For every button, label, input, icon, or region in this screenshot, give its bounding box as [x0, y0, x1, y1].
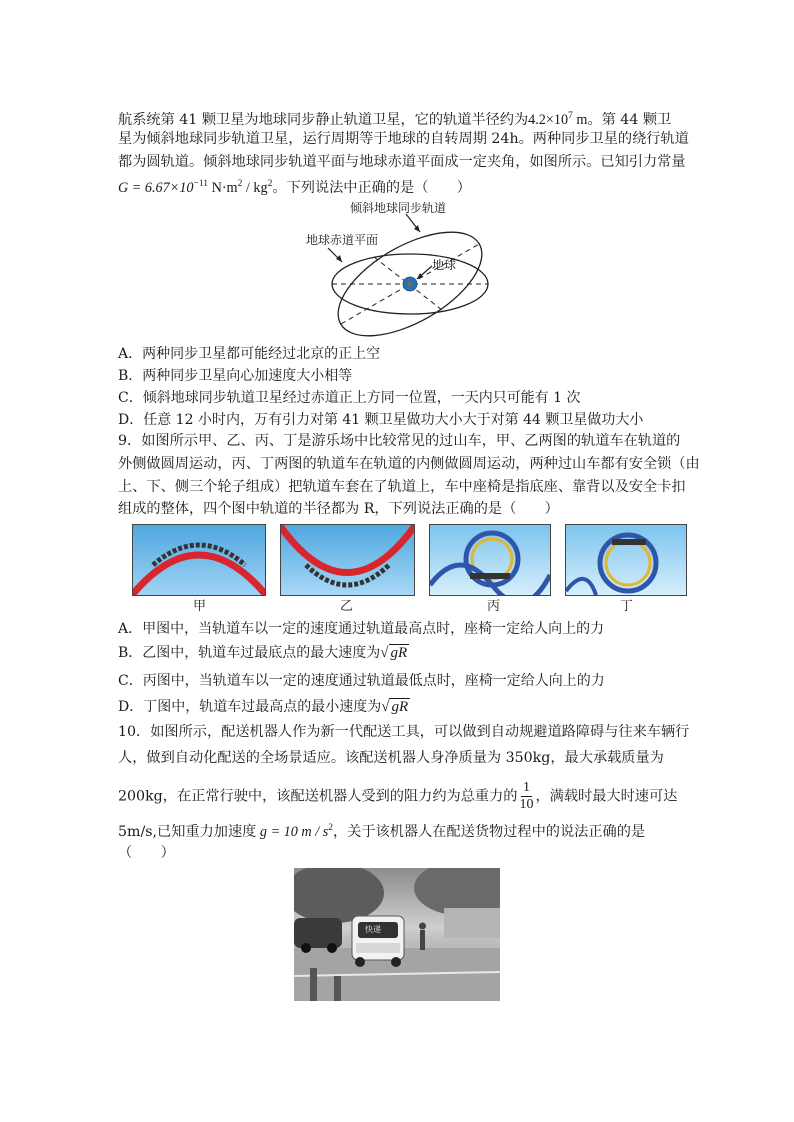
delivery-robot-photo [294, 868, 500, 1001]
coaster-track-jia [133, 525, 265, 595]
coaster-photo-bing [429, 524, 551, 596]
caption-bing: 丙 [487, 599, 501, 614]
gravitational-constant: $G = 6.67\times 10^{-11}$ $N\cdot m^2 / kg^2$ [118, 179, 273, 196]
label-inclined-orbit: 倾斜地球同步轨道 [350, 201, 447, 215]
arrow-head [336, 255, 342, 262]
q10-line-3: 200kg，在正常行驶中，该配送机器人受到的阻力约为总重力的 $\frac{1}{10}$ ，满载时最大时速可达 [118, 780, 678, 812]
q8-line-3: 都为圆轨道。倾斜地球同步轨道平面与地球赤道平面成一定夹角，如图所示。已知引力常量 [118, 154, 686, 170]
q9-line-3: 上、下、侧三个轮子组成）把轨道车套在了轨道上，车中座椅是指底座、靠背以及安全卡扣 [118, 479, 686, 495]
label-equatorial-plane: 地球赤道平面 [306, 233, 379, 247]
orbit-radius-value: $4.2\times 10^7$ m [528, 111, 588, 128]
q10-line-1: 10．如图所示，配送机器人作为新一代配送工具，可以做到自动规避道路障碍与往来车辆行 [118, 724, 690, 740]
q9-option-b: B．乙图中，轨道车过最底点的最大速度为√ gR [118, 645, 408, 661]
q10-line-5: （ ） [118, 845, 175, 861]
q8-line-4: $G = 6.67\times 10^{-11}$ $N\cdot m^2 / kg^2$。下列说法中正确的是（ ） [118, 179, 471, 196]
gravity-value: g = 10 m / $s^2$ [259, 823, 333, 840]
q8-option-a: A．两种同步卫星都可能经过北京的正上空 [118, 346, 381, 362]
robot-label: 快递 [365, 925, 381, 934]
q9-option-a: A．甲图中，当轨道车以一定的速度通过轨道最高点时，座椅一定给人向上的力 [118, 621, 605, 637]
coaster-photo-jia [132, 524, 266, 596]
coaster-photo-yi [280, 524, 415, 596]
caption-ding: 丁 [620, 599, 634, 614]
q9-line-1: 9．如图所示甲、乙、丙、丁是游乐场中比较常见的过山车，甲、乙两图的轨道车在轨道的 [118, 433, 681, 449]
sqrt-gr-b: √ gR [380, 645, 408, 661]
caption-jia: 甲 [193, 599, 207, 614]
q10-line-2: 人，做到自动化配送的全场景适应。该配送机器人身净质量为 350kg，最大承载质量为 [118, 750, 664, 766]
fraction-one-tenth: $\frac{1}{10}$ [519, 780, 534, 812]
orbit-diagram [290, 196, 510, 346]
robot-scene [294, 868, 500, 1001]
q8-line-2: 星为倾斜地球同步轨道卫星，运行周期等于地球的自转周期 24h。两种同步卫星的绕行轨道 [118, 131, 689, 147]
q8-option-b: B．两种同步卫星向心加速度大小相等 [118, 368, 353, 384]
q9-line-4: 组成的整体，四个图中轨道的半径都为 R，下列说法正确的是（ ） [118, 501, 559, 517]
q9-option-c: C．丙图中，当轨道车以一定的速度通过轨道最低点时，座椅一定给人向上的力 [118, 673, 605, 689]
caption-yi: 乙 [340, 599, 354, 614]
q8-option-d: D．任意 12 小时内，万有引力对第 41 颗卫星做功大小大于对第 44 颗卫星做功大小 [118, 412, 644, 428]
q10-line-4: 5m/s,已知重力加速度 g = 10 m / $s^2$，关于该机器人在配送货物过程中的说法正确的是 [118, 823, 646, 840]
sqrt-gr-d: √ gR [381, 699, 409, 715]
coaster-track-yi [281, 525, 414, 595]
label-earth: 地球 [432, 258, 457, 272]
q9-line-2: 外侧做圆周运动，丙、丁两图的轨道车在轨道的内侧做圆周运动，两种过山车都有安全锁（由 [118, 456, 700, 472]
q8-option-c: C．倾斜地球同步轨道卫星经过赤道正上方同一位置，一天内只可能有 1 次 [118, 390, 581, 406]
coaster-photo-ding [565, 524, 687, 596]
coaster-track-ding [566, 525, 686, 595]
q8-line-1: 航系统第 41 颗卫星为地球同步静止轨道卫星，它的轨道半径约为$4.2\times 10^7$ m。第 44 颗卫 [118, 111, 672, 128]
q9-option-d: D．丁图中，轨道车过最高点的最小速度为√ gR [118, 699, 409, 715]
coaster-track-bing [430, 525, 550, 595]
